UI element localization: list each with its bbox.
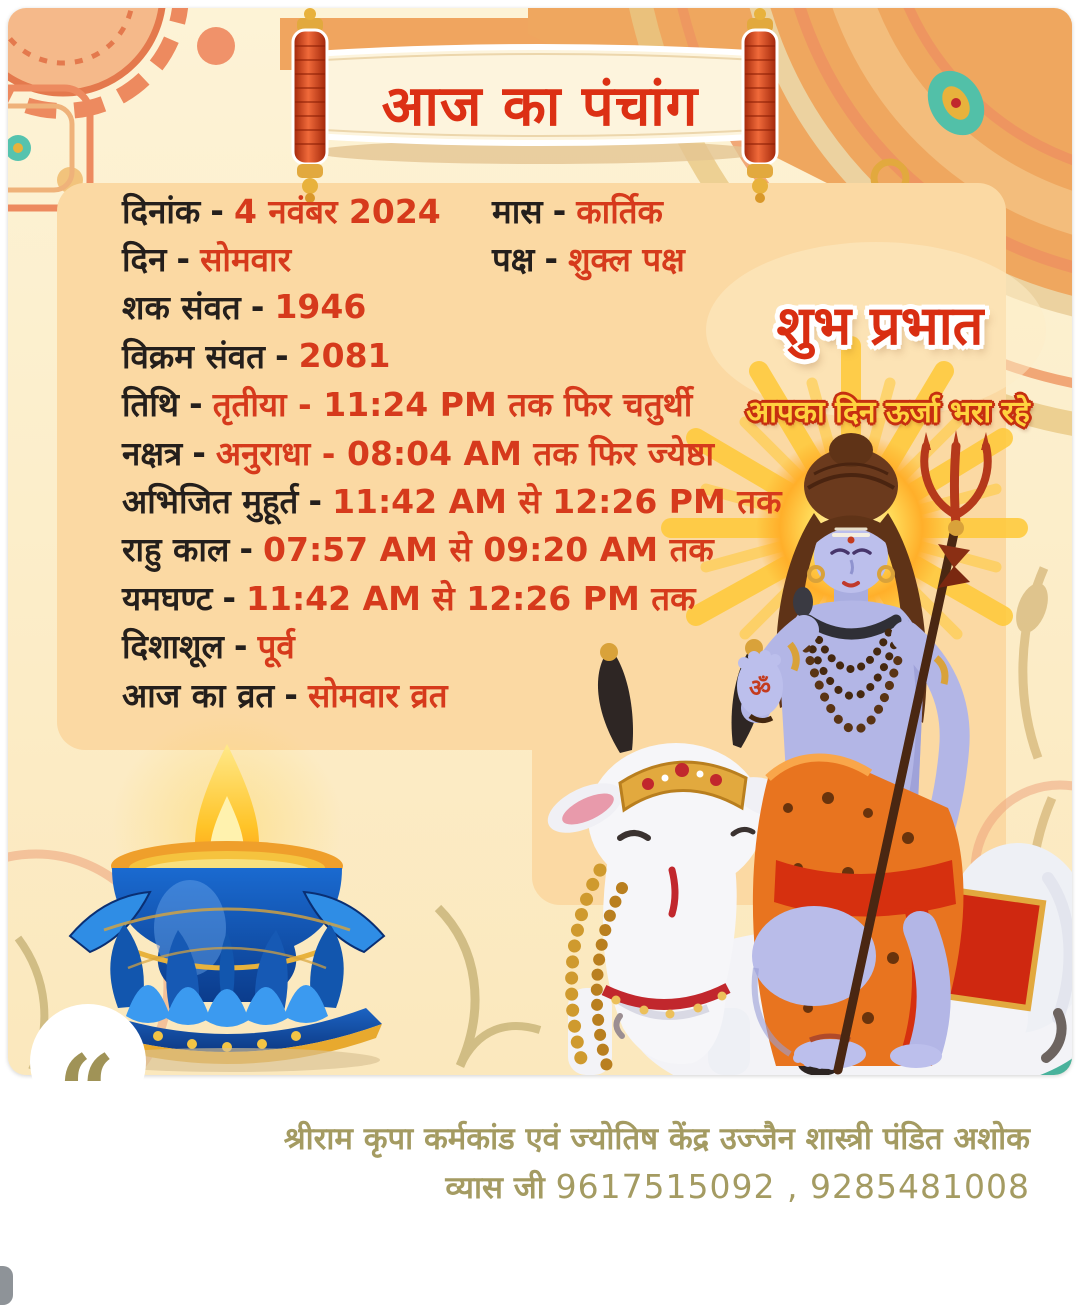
panchang-label: विक्रम संवत xyxy=(122,336,265,376)
panchang-label: दिनांक xyxy=(122,191,201,231)
panchang-value: 11:42 AM से 12:26 PM तक xyxy=(246,578,696,618)
panchang-label: दिशाशूल xyxy=(122,627,224,667)
panchang-value: 4 नवंबर 2024 xyxy=(233,191,441,231)
panchang-separator: - xyxy=(233,626,248,666)
panchang-row-rahu-kaal xyxy=(122,525,781,573)
page-title: आज का पंचांग xyxy=(381,74,699,139)
panchang-row-abhijit-muhurt xyxy=(122,476,781,524)
panchang-label: मास xyxy=(492,191,543,231)
panchang-value: अनुराधा - 08:04 AM तक फिर ज्येष्ठा xyxy=(215,433,715,473)
panchang-value: सोमवार व्रत xyxy=(307,675,448,715)
panchang-row-tithi xyxy=(122,380,781,428)
footer-contact xyxy=(0,1116,1080,1212)
footer-name: व्यास जी xyxy=(445,1170,556,1206)
phone-number-1: 9617515092 xyxy=(555,1167,776,1206)
panchang-value: शुक्ल पक्ष xyxy=(568,240,685,280)
panchang-label: दिन xyxy=(122,240,167,280)
panchang-row-nakshatra xyxy=(122,428,781,476)
panchang-row-yamghant xyxy=(122,573,781,621)
om-symbol: ॐ xyxy=(749,674,771,702)
panchang-label: पक्ष xyxy=(492,240,535,280)
panchang-separator: - xyxy=(284,674,298,714)
panchang-label: यमघण्ट xyxy=(122,578,213,618)
panchang-row-vrat xyxy=(122,670,781,718)
panchang-separator: - xyxy=(544,239,559,279)
panchang-label: राहु काल xyxy=(122,530,230,570)
panchang-separator: - xyxy=(192,432,206,472)
panchang-separator: - xyxy=(250,287,265,327)
panchang-separator: - xyxy=(189,384,203,424)
phone-number-2: 9285481008 xyxy=(810,1167,1030,1206)
panchang-separator: - xyxy=(308,481,323,521)
phone-separator: , xyxy=(775,1167,811,1206)
footer-line2 xyxy=(70,1163,1030,1212)
footer-line1: श्रीराम कृपा कर्मकांड एवं ज्योतिष केंद्र उज्जैन शास्त्री पंडित अशोक xyxy=(283,1121,1030,1157)
panchang-label: तिथि xyxy=(122,385,179,425)
panchang-side-list xyxy=(492,186,685,283)
panchang-value: कार्तिक xyxy=(576,191,663,231)
panchang-separator: - xyxy=(274,335,289,375)
panchang-label: आज का व्रत xyxy=(122,675,275,715)
panchang-row-shak-samvat xyxy=(122,283,781,331)
greeting-subtext: आपका दिन ऊर्जा भरा रहे xyxy=(746,395,1030,430)
panchang-value: तृतीया - 11:24 PM तक फिर चतुर्थी xyxy=(212,385,693,425)
panchang-row-dishashool xyxy=(122,622,781,670)
panchang-separator: - xyxy=(222,577,237,617)
next-card-edge xyxy=(0,1266,13,1305)
panchang-label: नक्षत्र xyxy=(122,433,183,473)
panchang-value: सोमवार xyxy=(200,240,292,280)
panchang-value: पूर्व xyxy=(257,627,295,667)
panchang-value: 1946 xyxy=(274,287,367,327)
panchang-separator: - xyxy=(239,529,254,569)
panchang-value: 11:42 AM से 12:26 PM तक xyxy=(332,482,782,522)
panchang-row-paksha xyxy=(492,234,685,282)
panchang-value: 2081 xyxy=(298,335,391,375)
quote-icon: “ xyxy=(58,1033,116,1151)
panchang-label: शक संवत xyxy=(122,288,241,328)
panchang-image-card xyxy=(8,8,1072,1075)
greeting-text: शुभ प्रभात xyxy=(776,294,984,357)
panchang-separator: - xyxy=(176,239,191,279)
panchang-separator: - xyxy=(552,190,567,230)
panchang-label: अभिजित मुहूर्त xyxy=(122,482,299,522)
panchang-value: 07:57 AM से 09:20 AM तक xyxy=(263,530,714,570)
panchang-separator: - xyxy=(210,190,224,230)
panchang-row-vikram-samvat xyxy=(122,331,781,379)
panchang-row-maas xyxy=(492,186,685,234)
